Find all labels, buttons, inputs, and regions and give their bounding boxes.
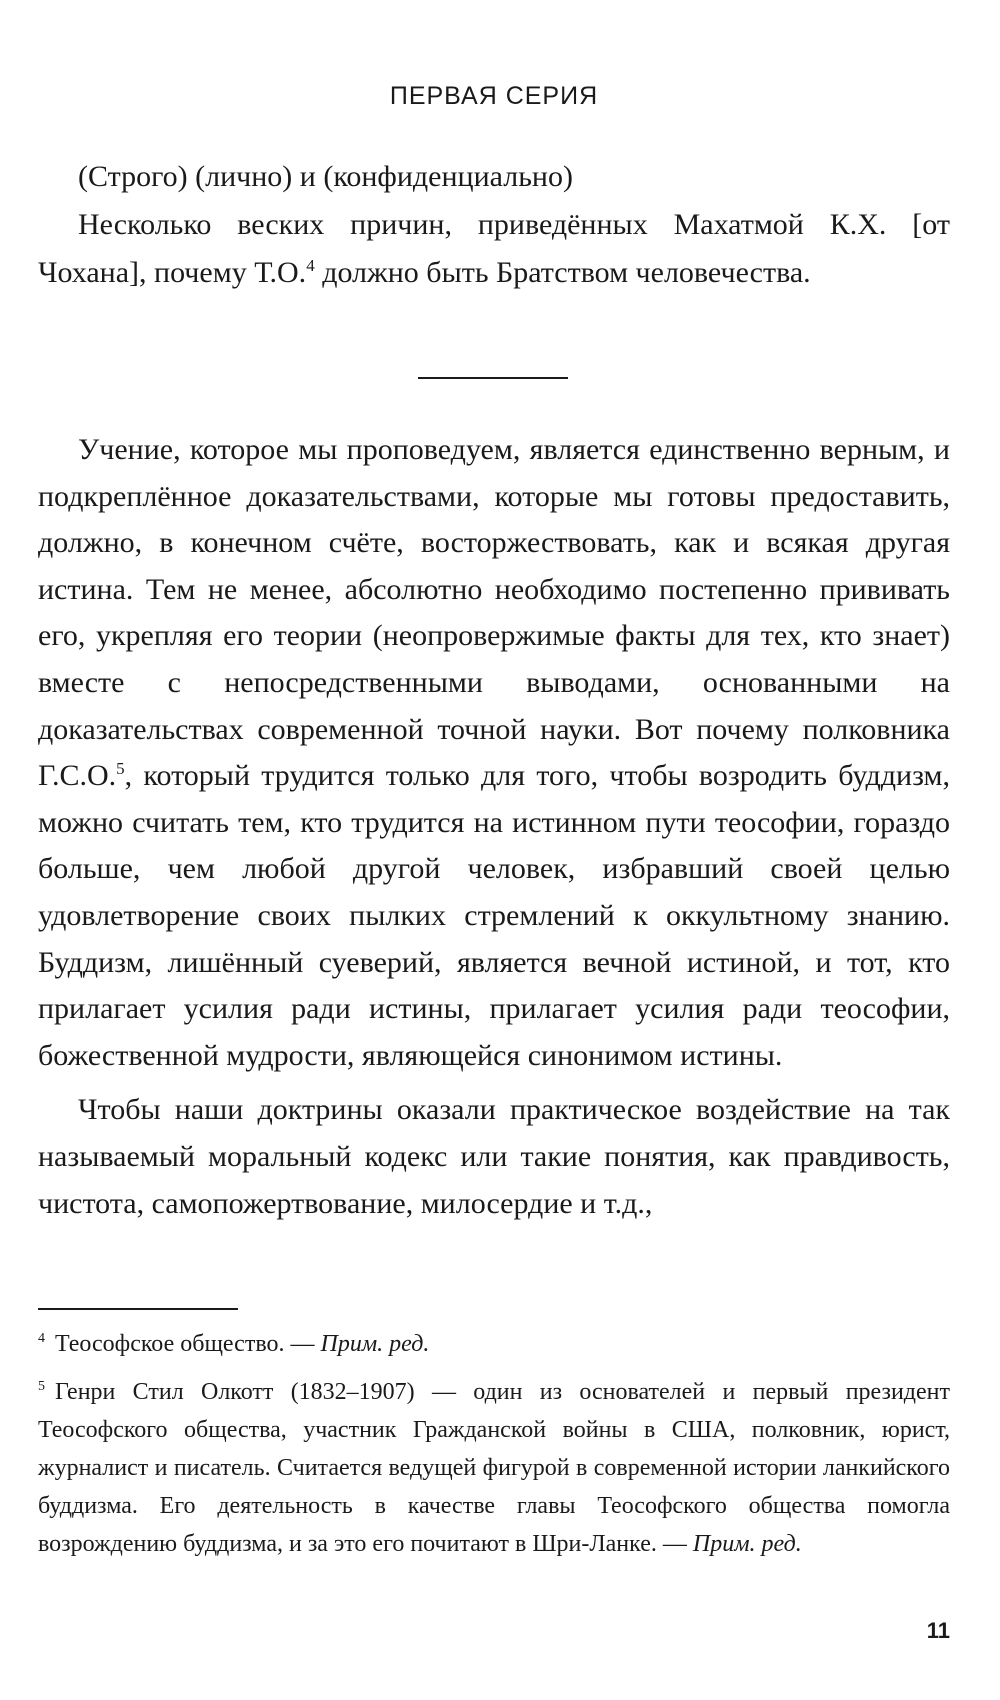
footnote-ref-5: 5 <box>116 759 125 779</box>
footnote-mark: 4 <box>38 1331 45 1346</box>
paragraph-1 <box>38 427 950 1079</box>
main-text <box>38 427 950 1227</box>
footnote-mark: 5 <box>38 1379 45 1394</box>
footnote-divider <box>38 1308 238 1310</box>
footnote-4 <box>38 1325 950 1363</box>
intro-text-before: Несколько веских причин, приведённых Махатмой К.Х. [от Чохана], почему Т.О. <box>38 208 950 289</box>
footnote-ref-4: 4 <box>306 256 315 275</box>
letter-intro <box>38 153 950 297</box>
paragraph-2: Чтобы наши доктрины оказали практическое воздействие на так называемый моральный кодекс или такие понятия, как правдивость, чистота, самопожертвование, милосердие и т.д., <box>38 1093 950 1220</box>
book-page <box>38 0 950 1700</box>
page-number: 11 <box>926 1618 950 1643</box>
editor-note: Прим. ред. <box>320 1331 430 1357</box>
footnote-5 <box>38 1373 950 1563</box>
intro-line-reasons <box>38 201 950 297</box>
footnote-text: Теософское общество. — <box>55 1331 321 1357</box>
intro-line-confidential: (Строго) (лично) и (конфиденциально) <box>78 160 573 193</box>
editor-note: Прим. ред. <box>692 1531 802 1557</box>
paragraph-1-text-before: Учение, которое мы проповедуем, является единственно верным, и подкреплённое доказательствами, которые мы готовы предоставить, должно, в конечном счёте, восторжествовать, как и всякая другая истина. Тем не менее, абсолютно необходимо постепенно прививать его, укрепляя его теории (неопровержимые факты для тех, кто знает) вместе с непосредственными выводами, основанными на доказательствах современной точной науки. Вот почему полковника Г.С.О. <box>38 433 950 793</box>
section-divider <box>418 377 568 379</box>
intro-text-after: должно быть Братством человечества. <box>314 256 811 289</box>
footnotes <box>38 1325 950 1573</box>
paragraph-1-text-after: , который трудится только для того, чтобы возродить буддизм, можно считать тем, кто трудится на истинном пути теософии, гораздо больше, чем любой другой человек, избравший своей целью удовлетворение своих пылких стремлений к оккультному знанию. Буддизм, лишённый суеверий, является вечной истиной, и тот, кто прилагает усилия ради истины, прилагает усилия ради теософии, божественной мудрости, являющейся синонимом истины. <box>38 759 950 1072</box>
running-head: ПЕРВАЯ СЕРИЯ <box>389 82 599 110</box>
footnote-text: Генри Стил Олкотт (1832–1907) — один из основателей и первый президент Теософского общества, участник Гражданской войны в США, полковник, юрист, журналист и писатель. Считается ведущей фигурой в современной истории ланкийского буддизма. Его деятельность в качестве главы Теософского общества помогла возрождению буддизма, и за это его почитают в Шри-Ланке. — <box>38 1379 950 1557</box>
